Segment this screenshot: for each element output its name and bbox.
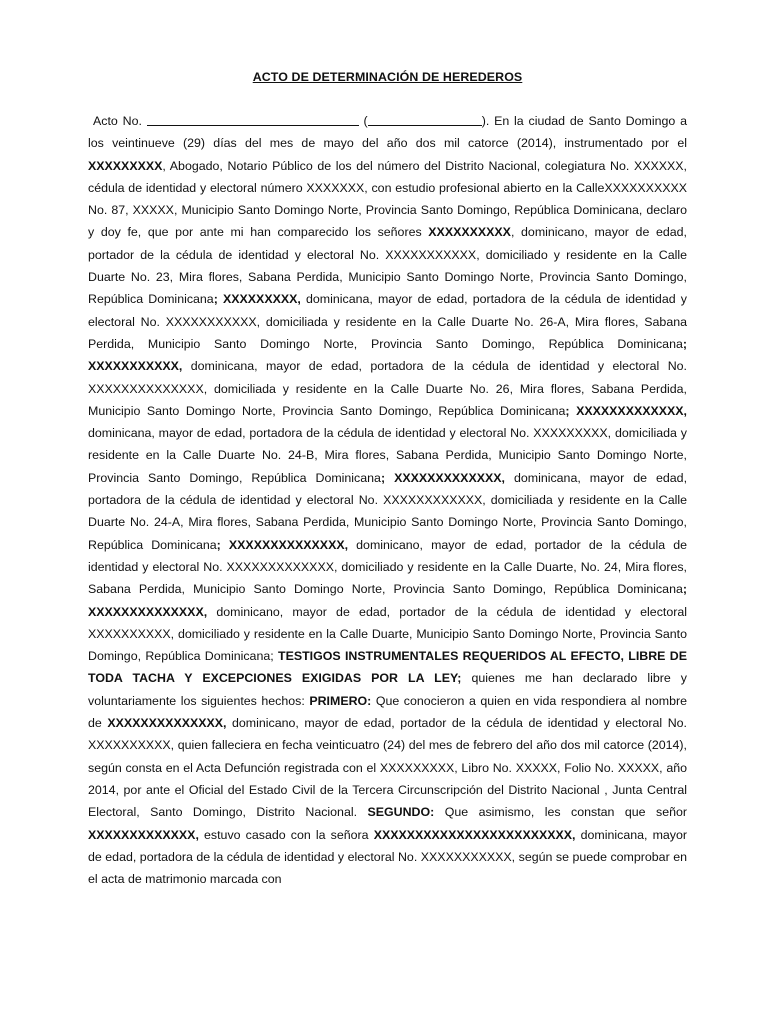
bold-text-segment: SEGUNDO: xyxy=(367,805,435,820)
bold-text-segment: ; XXXXXXXXXXXXX, xyxy=(565,403,687,418)
text-segment: ( xyxy=(358,114,368,128)
acto-label: Acto No. xyxy=(93,114,142,128)
text-segment: , dominicano, mayor de edad, portador de la cédula de identidad y electoral No. XXXXXXXXXXX, domiciliado y residente en la Calle Duarte No. 23, Mira flores, Sabana Perdida, Municipio Santo Domingo Norte, Provincia Santo Domingo, República Dominicana xyxy=(88,225,687,307)
text-segment: quienes me han declarado libre y voluntariamente los siguientes hechos: xyxy=(88,671,687,708)
bold-text-segment: XXXXXXXXXXXXX, xyxy=(88,827,199,842)
text-segment: , Abogado, Notario Público de los del número del Distrito Nacional, colegiatura No. XXXXXX, cédula de identidad y electoral número XXXXXXX, con estudio profesional abierto en la CalleXXXXXXXXXX No. 87, XXXXX, Municipio Santo Domingo Norte, Provincia Santo Domingo, República Dominicana, declaro y doy fe, que por ante mi han comparecido los señores xyxy=(88,158,687,240)
text-segment: ). En la ciudad de Santo Domingo a los veintinueve (29) días del mes de mayo del año dos mil catorce (2014), instrumentado por el xyxy=(88,114,687,151)
bold-text-segment: TESTIGOS INSTRUMENTALES REQUERIDOS AL EFECTO, LIBRE DE TODA TACHA Y EXCEPCIONES EXIGIDAS POR LA LEY; xyxy=(88,649,687,686)
text-segment: dominicano, mayor de edad, portador de la cédula de identidad y electoral XXXXXXXXXX, domiciliado y residente en la Calle Duarte, Municipio Santo Domingo Norte, Provincia Santo Domingo, República Dominicana; xyxy=(88,604,687,664)
bold-text-segment: XXXXXXXXXXXXXX, xyxy=(107,716,227,731)
text-segment: dominicana, mayor de edad, portadora de la cédula de identidad y electoral No. XXXXXXXXXXX, domiciliada y residente en la Calle Duarte No. 26-A, Mira flores, Sabana Perdida, Municipio Santo Domingo Norte, Provincia Santo Domingo, República Dominicana xyxy=(88,292,687,351)
bold-text-segment: PRIMERO: xyxy=(309,693,372,708)
text-segment: estuvo casado con la señora xyxy=(198,827,374,842)
acto-number-blank xyxy=(147,113,359,126)
document-title: ACTO DE DETERMINACIÓN DE HEREDEROS xyxy=(252,70,523,84)
document-body xyxy=(88,110,687,890)
text-segment: dominicana, mayor de edad, portadora de la cédula de identidad y electoral No. XXXXXXXXXXXXXX, domiciliada y residente en la Calle Duarte No. 26, Mira flores, Sabana Perdida, Municipio Santo Domingo Norte, Provincia Santo Domingo, República Dominicana xyxy=(88,359,687,418)
text-segment: dominicana, mayor de edad, portadora de la cédula de identidad y electoral No. XXXXXXXXX, domiciliada y residente en la Calle Duarte No. 24-B, Mira flores, Sabana Perdida, Municipio Santo Domingo Norte, Provincia Santo Domingo, República Dominicana xyxy=(88,426,687,485)
bold-text-segment: XXXXXXXXXX xyxy=(428,225,511,240)
bold-text-segment: ; XXXXXXXXXXXXXX, xyxy=(88,582,687,619)
body-segments xyxy=(88,114,687,886)
bold-text-segment: XXXXXXXXX xyxy=(88,158,163,173)
text-segment: dominicana, mayor de edad, portadora de la cédula de identidad y electoral No. XXXXXXXXXXXX, domiciliada y residente en la Calle Duarte No. 24-A, Mira flores, Sabana Perdida, Municipio Santo Domingo Norte, Provincia Santo Domingo, República Dominicana xyxy=(88,470,688,552)
bold-text-segment: ; XXXXXXXXXXXXX, xyxy=(380,470,505,485)
text-segment: dominicano, mayor de edad, portador de la cédula de identidad y electoral No. XXXXXXXXXXXXX, domiciliado y residente en la Calle Duarte, No. 24, Mira flores, Sabana Perdida, Municipio Santo Domingo Norte, Provincia Santo Domingo, República Dominicana xyxy=(88,537,687,597)
bold-text-segment: ; XXXXXXXXXXX, xyxy=(88,336,687,374)
text-segment: Que conocieron a quien en vida respondiera al nombre de xyxy=(88,693,687,731)
text-segment: dominicana, mayor de edad, portadora de la cédula de identidad y electoral No. XXXXXXXXXXX, según se puede comprobar en el acta de matrimonio marcada con xyxy=(88,827,687,887)
bold-text-segment: ; XXXXXXXXXXXXXX, xyxy=(216,537,349,552)
acto-number-words-blank xyxy=(368,113,482,126)
text-segment: Que asimismo, les constan que señor xyxy=(434,805,688,820)
text-segment: dominicano, mayor de edad, portador de la cédula de identidad y electoral No. XXXXXXXXXX, quien falleciera en fecha veinticuatro (24) del mes de febrero del año dos mil catorce (2014), según consta en el Acta Defunción registrada con el XXXXXXXXX, Libro No. XXXXX, Folio No. XXXXX, año 2014, por ante el Oficial del Estado Civil de la Tercera Circunscripción del Distrito Nacional , Junta Central Electoral, Santo Domingo, Distrito Nacional. xyxy=(88,716,687,820)
bold-text-segment: ; XXXXXXXXX, xyxy=(213,292,301,307)
bold-text-segment: XXXXXXXXXXXXXXXXXXXXXXXX, xyxy=(373,827,576,842)
